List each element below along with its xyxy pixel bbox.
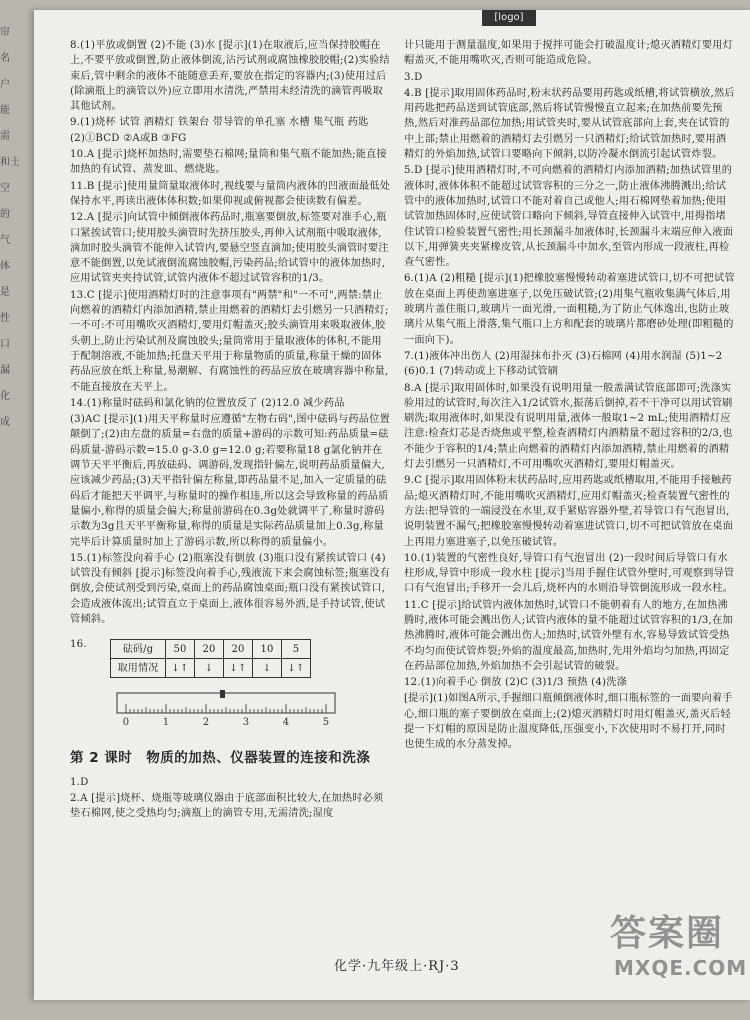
strip-char: 空: [0, 183, 10, 194]
weights-table: [110, 639, 311, 678]
usage-cell: ↓↑: [166, 659, 195, 678]
answer-item: 5.D [提示]使用酒精灯时,不可向燃着的酒精灯内添加酒精;加热试管里的液体时,液体体积不能超过试管容积的三分之一,防止液体沸腾溅出;给试管中的液体加热时,试管口不能对着自己或他人;用石棉网垫着加热;使用试管加热固体时,应使试管口略向下倾斜,导管直接伸入试管中,用拇指堵住试管口检验装置气密性;用长颈漏斗加液体时,长颈漏斗末端应伸入液面以下,用弹簧夹夹紧橡皮管,从长颈漏斗中加水,至管内形成一段液柱,再检查气密性。: [404, 165, 734, 269]
strip-char: 口: [0, 339, 10, 350]
strip-char: 能: [0, 105, 10, 116]
answer-item: 15.(1)标签没向着手心 (2)瓶塞没有倒放 (3)瓶口没有紧挨试管口 (4)试管没有倾斜 [提示]标签没向着手心,残液流下来会腐蚀标签;瓶塞没有倒放,会使试剂受到污染,桌面上的药品腐蚀桌面;瓶口没有紧挨试管口,会造成液体流出;试管直立于桌面上,液体很容易外洒,是手持试管,使试管倾斜。: [70, 552, 391, 625]
question-16: [70, 637, 392, 737]
answer-item: 12.A [提示]向试管中倾倒液体药品时,瓶塞要倒放,标签要对准手心,瓶口紧挨试管口;使用胶头滴管时先挤压胶头,再伸入试剂瓶中吸取液体,滴加时胶头滴管不能伸入试管内,要悬空竖直滴加;使用胶头滴管时要注意不能倒置,以免试液倒流腐蚀胶帽,污染药品;给试管中的液体加热时,应用试管夹夹持试管,试管内液体不超过试管容积的1/3。: [70, 212, 389, 285]
answer-item: 8.(1)平放或倒置 (2)不能 (3)水 [提示](1)在取液后,应当保持胶帽在上,不要平放或倒置,防止液体倒流,沾污试剂或腐蚀橡胶胶帽;(2)实验结束后,管中剩余的液体不能随意丢弃,要放在指定的容器内;(3)使用过后(除滴瓶上的滴管以外)应立即用水清洗,严禁用未经清洗的滴管再吸取其他试剂。: [70, 40, 390, 113]
watermark-title: 答案圈: [610, 913, 725, 954]
right-column: [404, 38, 736, 754]
usage-cell: ↓↑: [224, 659, 253, 678]
left-column: [70, 38, 392, 822]
weights-row: [111, 640, 311, 659]
strip-char: 体: [0, 261, 10, 272]
watermark-url: MXQE.COM: [614, 956, 748, 980]
answer-item: 14.(1)称量时砝码和氯化钠的位置放反了 (2)12.0 减少药品: [70, 397, 345, 409]
answer-item: 1.D: [70, 776, 89, 788]
answer-item: 计只能用于测量温度,如果用于搅拌可能会打破温度计;熄灭酒精灯要用灯帽盖灭,不能用嘴吹灭,否则可能造成危险。: [404, 40, 734, 67]
weight-cell: 20: [195, 640, 224, 659]
rider-marker: [220, 690, 225, 698]
ruler-tick-label: 3: [242, 717, 250, 729]
weight-cell: 20: [224, 640, 253, 659]
ruler-tick-label: 0: [122, 717, 130, 729]
strip-char: 成: [0, 417, 10, 428]
left-answers: [70, 38, 392, 627]
answer-item: (3)AC [提示](1)用天平称量时应遵循"左物右码",图中砝码与药品位置颠倒了;(2)由左盘的质量=右盘的质量+游码的示数可知:药品质量=砝码质量-游码示数=15.0 g-3.0 g=12.0 g;若要称量18 g氯化钠并在调节天平平衡后,再放砝码、调游码,发现指针偏左,说明药品质量偏大,应该减少药品;(3)天平指针偏左称量,即药品量不足,加入一定质量的砝码后才能把天平调平,与称量时的操作相违,所以这会导致称量的药品质量偏小,称得的质量会偏大;称量前游码在0.3g处就调平了,称量时游码示数为3g且天平平衡称量,称得的质量是实际药品质量加上0.3g,称量完毕后计算质量时加上了游码示数,所以称得的质量偏小。: [70, 414, 390, 548]
publisher-logo: [logo]: [482, 10, 536, 26]
strip-char: 名: [0, 53, 10, 64]
answer-item: 11.B [提示]使用量筒量取液体时,视线要与量筒内液体的凹液面最低处保持水平,再读出液体体积数;如果仰视或俯视都会使读数有偏差。: [70, 180, 391, 207]
section2-answers: [70, 775, 392, 822]
answer-item: 12.(1)向着手心 倒放 (2)C (3)1/3 预热 (4)洗涤: [404, 677, 627, 689]
answer-item: 11.C [提示]给试管内液体加热时,试管口不能朝着有人的地方,在加热沸腾时,液体可能会溅出伤人;试管内液体的量不能超过试管容积的1/3,在加热沸腾时,液体可能会溅出伤人;加热时,试管外壁有水,容易导致试管受热不均匀而使试管炸裂;外焰的温度最高,加热时,先用外焰均匀加热,再固定在药品部位加热,外焰加热不会引起试管的破裂。: [404, 599, 733, 672]
answer-item: 9.(1)烧杯 试管 酒精灯 铁架台 带导管的单孔塞 水槽 集气瓶 药匙 (2)①BCD ②A或B ③FG: [70, 117, 369, 144]
ruler-tick-label: 4: [282, 717, 290, 729]
strip-char: 化: [0, 391, 10, 402]
ruler-tick-label: 1: [162, 717, 170, 729]
strip-char: 的: [0, 209, 10, 220]
answer-item: 3.D: [404, 71, 423, 83]
ruler-tick-label: 2: [202, 717, 210, 729]
usage-cell: ↓↑: [282, 659, 311, 678]
watermark: [610, 905, 747, 980]
strip-char: 帘: [0, 27, 10, 38]
answer-item: 7.(1)液体冲出伤人 (2)用湿抹布扑灭 (3)石棉网 (4)用水润湿 (5)1~2 (6)0.1 (7)转动或上下移动试管刷: [404, 350, 723, 378]
page-footer: 化学·九年级上·RJ·3: [334, 959, 460, 974]
answer-item: [提示](1)如图A所示,手握细口瓶倾倒液体时,细口瓶标签的一面要向着手心,细口瓶的塞子要倒放在桌面上;(2)熄灭酒精灯时用灯帽盖灭,盖灭后轻提一下灯帽的原因是防止温度降低,压强变小,下次使用时不易打开,同时也使生成的水分蒸发掉。: [404, 693, 733, 751]
usage-row: [111, 659, 311, 678]
strip-char: 户: [0, 79, 10, 90]
question-16-number: 16.: [70, 639, 87, 651]
answer-item: 10.A [提示]烧杯加热时,需要垫石棉网;量筒和集气瓶不能加热;能直接加热的有试管、蒸发皿、燃烧匙。: [70, 149, 387, 176]
answer-item: 10.(1)装置的气密性良好,导管口有气泡冒出 (2)一段时间后导管口有水柱形成,导管中形成一段水柱 [提示]当用手握住试管外壁时,可观察到导管口有气泡冒出;手移开一会儿后,烧杯内的水则沿导管倒流形成一段水柱。: [404, 552, 735, 595]
adjacent-page-strip: [0, 0, 32, 1020]
right-answers: [404, 38, 736, 753]
usage-row-label: 取用情况: [111, 659, 166, 678]
answer-item: 6.(1)A (2)粗糙 [提示](1)把橡胶塞慢慢转动着塞进试管口,切不可把试管放在桌面上再使劲塞进塞子,以免压破试管;(2)用集气瓶收集满气体后,用玻璃片盖住瓶口,玻璃片一面光滑,一面粗糙,为了防止气体逸出,也防止玻璃片从集气瓶上滑落,集气瓶口上方和配套的玻璃片都磨砂处理(即粗糙的一面向下)。: [404, 273, 735, 346]
strip-char: 漏: [0, 365, 10, 376]
weight-cell: 10: [253, 640, 282, 659]
strip-char: 性: [0, 313, 10, 324]
answer-item: 13.C [提示]使用酒精灯时的注意事项有"两禁"和"一不可",两禁:禁止向燃着的酒精灯内添加酒精,禁止用燃着的酒精灯去引燃另一只酒精灯;一不可:不可用嘴吹灭酒精灯,要用灯帽盖灭;胶头滴管用来吸取液体,胶头朝上,防止污染试剂及腐蚀胶头;量筒常用于量取液体的体积,不能用于配制溶液,不能加热;托盘天平用于称量物质的质量,称量干燥的固体药品应放在纸上称量,易潮解、有腐蚀性的药品应放在玻璃容器中称量,不能直接放在天平上。: [70, 289, 389, 393]
answer-item: 9.C [提示]取用固体粉末状药品时,应用药匙或纸槽取用,不能用手接触药品;熄灭酒精灯时,不能用嘴吹灭酒精灯,应用灯帽盖灭;检查装置气密性的方法:把导管的一端浸没在水里,双手紧贴容器外壁,若导管口有气泡冒出,说明装置不漏气;把橡胶塞慢慢转动着塞进试管口,切不可把试管放在桌面上再用力塞进塞子,以免压破试管。: [404, 475, 734, 548]
usage-cell: ↓: [195, 659, 224, 678]
strip-char: 是: [0, 287, 10, 298]
section-title: 第 2 课时 物质的加热、仪器装置的连接和洗涤: [70, 750, 371, 767]
strip-char: 需: [0, 131, 10, 142]
usage-cell: ↓: [253, 659, 282, 678]
weight-cell: 50: [166, 640, 195, 659]
weights-row-label: 砝码/g: [111, 640, 166, 659]
strip-char: 气: [0, 235, 10, 246]
answer-item: 8.A [提示]取用固体时,如果没有说明用量一般盖满试管底部即可;洗涤实验用过的试管时,每次注入1/2试管水,振荡后倒掉,若不干净可以用试管刷刷洗;取用液体时,如果没有说明用量,液体一般取1~2 mL;使用酒精灯应注意:检查灯芯是否烧焦或平整,检查酒精灯内酒精量不超过容积的2/3,也不能少于容积的1/4;禁止向燃着的酒精灯内添加酒精,禁止用燃着的酒精灯去引燃另一只酒精灯,不可用嘴吹灭酒精灯,要用灯帽盖灭。: [404, 382, 733, 471]
answer-item: 4.B [提示]取用固体药品时,粉末状药品要用药匙或纸槽,将试管横放,然后用药匙把药品送到试管底部,然后将试管慢慢直立起来;在加热前要先预热,然后对准药品部位加热;用试管夹时,要从试管底部向上套,夹在试管的中上部;禁止用燃着的酒精灯去引燃另一只酒精灯;给试管加热时,要用酒精灯的外焰加热,试管口要略向下倾斜,以防冷凝水倒流引起试管炸裂。: [404, 87, 735, 161]
answer-item: 2.A [提示]烧杯、烧瓶等玻璃仪器由于底部面积比较大,在加热时必须垫石棉网,使之受热均匀;滴瓶上的滴管专用,无需清洗;湿度: [70, 792, 384, 820]
weight-cell: 5: [282, 640, 311, 659]
ruler-tick-label: 5: [322, 717, 330, 729]
strip-char: 和土: [0, 157, 20, 168]
answer-page: [34, 10, 750, 1000]
balance-ruler: [116, 689, 336, 729]
